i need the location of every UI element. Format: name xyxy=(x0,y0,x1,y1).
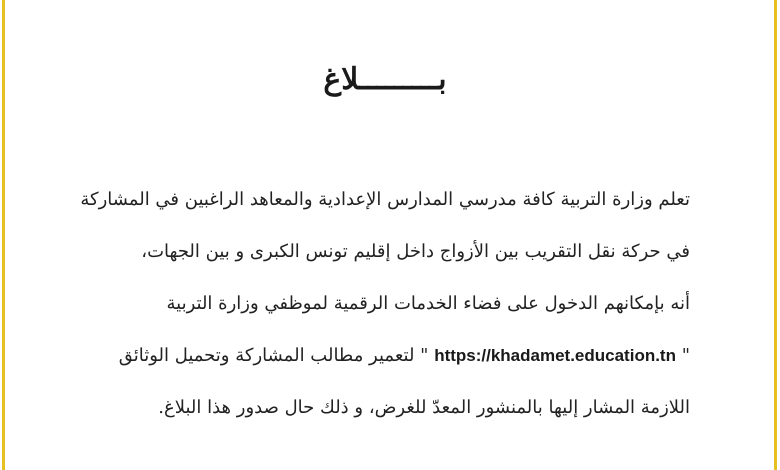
line4-quote-close: " xyxy=(681,345,690,366)
body-line-1: تعلم وزارة التربية كافة مدرسي المدارس الإعدادية والمعاهد الراغبين في المشاركة xyxy=(80,189,690,210)
khadamet-url-link[interactable]: https://khadamet.education.tn xyxy=(434,346,676,365)
line4-text: لتعمير مطالب المشاركة وتحميل الوثائق xyxy=(118,345,415,366)
notice-document xyxy=(80,0,690,470)
body-line-2: في حركة نقل التقريب بين الأزواج داخل إقليم تونس الكبرى و بين الجهات، xyxy=(141,241,690,262)
page-border-left xyxy=(2,0,5,470)
line4-quote-open: " xyxy=(420,345,429,366)
page-border-right xyxy=(774,0,777,470)
body-line-3: أنه بإمكانهم الدخول على فضاء الخدمات الرقمية لموظفي وزارة التربية xyxy=(166,293,690,314)
body-line-4 xyxy=(80,330,690,382)
notice-body xyxy=(80,174,690,434)
notice-title: بـــــــــلاغ xyxy=(323,62,447,97)
body-line-5: اللازمة المشار إليها بالمنشور المعدّ للغرض، و ذلك حال صدور هذا البلاغ. xyxy=(158,397,690,418)
